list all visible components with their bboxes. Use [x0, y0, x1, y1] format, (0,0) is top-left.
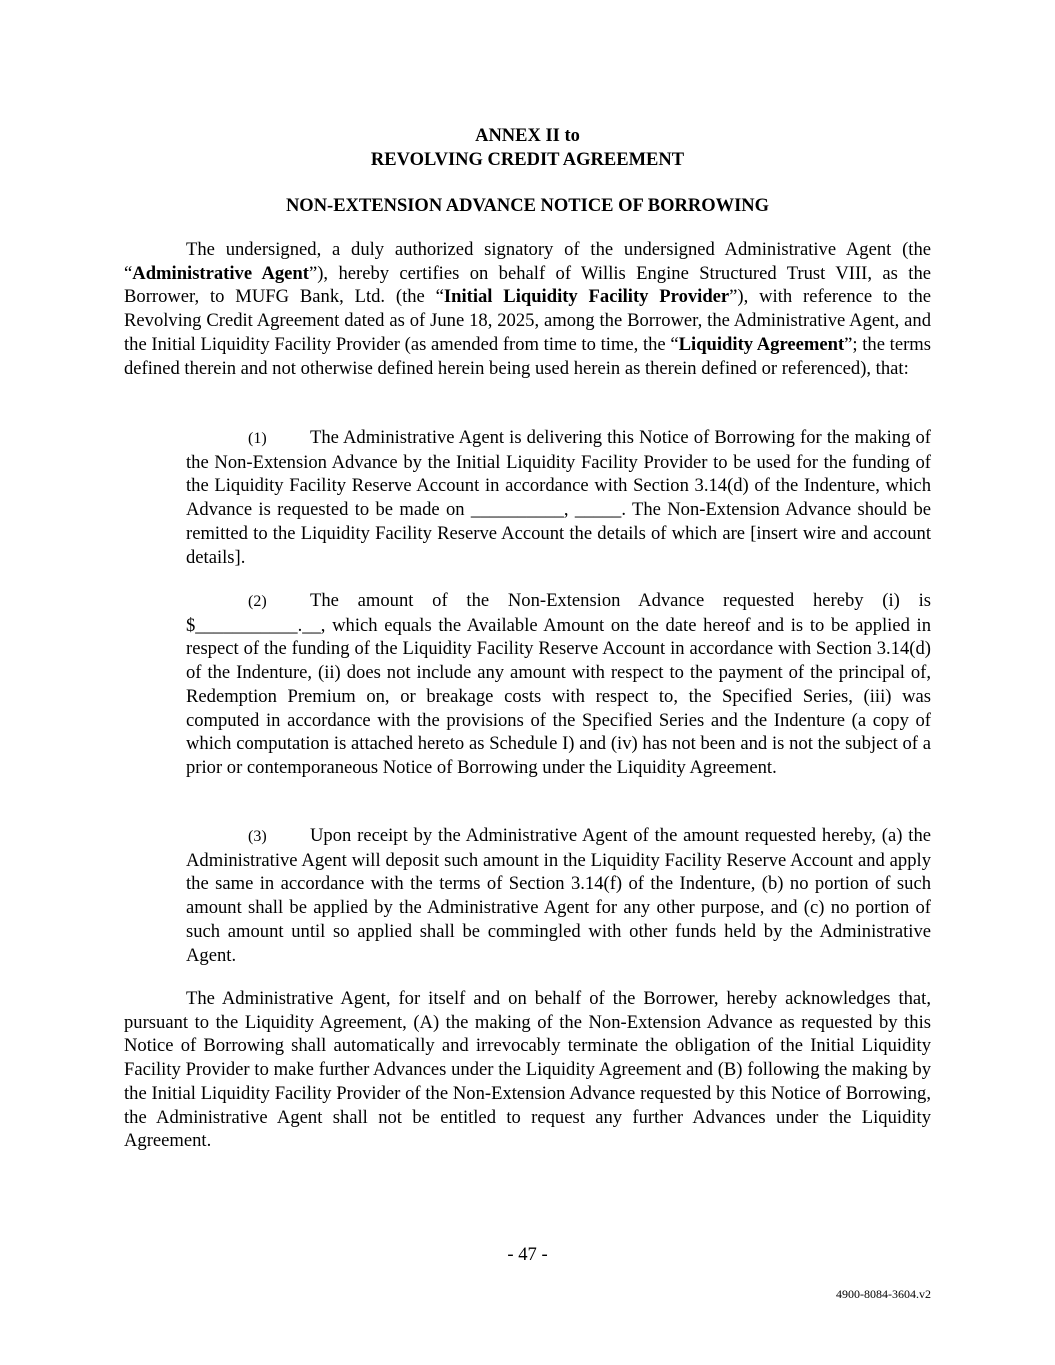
page-number: - 47 - — [507, 1244, 548, 1265]
numbered-item — [186, 426, 931, 569]
item-text: Upon receipt by the Administrative Agent of the amount requested hereby, (a) the Administrative Agent will deposit such amount in the Liquidity Facility Reserve Account and apply the same in accordance with the terms of Section 3.14(f) of the Indenture, (b) no portion of such amount shall be applied by the Administrative Agent for any other purpose, and (c) no portion of such amount until so applied shall be commingled with other funds held by the Administrative Agent. — [186, 825, 931, 966]
numbered-item — [186, 589, 931, 780]
defined-term-liquidity-agreement: Liquidity Agreement — [678, 333, 845, 355]
numbered-item — [186, 824, 931, 967]
item-number: (1) — [248, 430, 267, 447]
intro-paragraph — [124, 238, 931, 380]
notice-title: NON-EXTENSION ADVANCE NOTICE OF BORROWING — [285, 196, 770, 216]
document-id: 4900-8084-3604.v2 — [836, 1287, 931, 1301]
annex-heading: ANNEX II to — [475, 126, 580, 146]
intro-text-3: ”), with reference to the Revolving Credit Agreement dated as of June 18, 2025, among the Borrower, the Administrative Agent, and the Initial Liquidity Facility Provider (as amended from time to time, the “ — [124, 286, 931, 355]
agreement-heading: REVOLVING CREDIT AGREEMENT — [370, 150, 685, 170]
item-number: (2) — [248, 593, 267, 610]
intro-text-2: ”), hereby certifies on behalf of Willis Engine Structured Trust VIII, as the Borrower, to MUFG Bank, Ltd. (the “ — [124, 262, 931, 308]
closing-paragraph: The Administrative Agent, for itself and on behalf of the Borrower, hereby acknowledges that, pursuant to the Liquidity Agreement, (A) the making of the Non-Extension Advance as requested by this Notice of Borrowing shall automatically and irrevocably terminate the obligation of the Initial Liquidity Facility Provider to make further Advances under the Liquidity Agreement and (B) following the making by the Initial Liquidity Facility Provider of the Non-Extension Advance requested by this Notice of Borrowing, the Administrative Agent shall not be entitled to request any further Advances under the Liquidity Agreement. — [124, 988, 931, 1152]
defined-term-administrative-agent: Administrative Agent — [132, 262, 309, 284]
item-text: The Administrative Agent is delivering this Notice of Borrowing for the making of the Non-Extension Advance by the Initial Liquidity Facility Provider to be used for the funding of the Liquidity Facility Reserve Account in accordance with Section 3.14(d) of the Indenture, which Advance is requested to be made on __________, _____. The Non-Extension Advance should be remitted to the Liquidity Facility Reserve Account the details of which are [insert wire and account details]. — [186, 427, 931, 568]
item-text: The amount of the Non-Extension Advance requested hereby (i) is $___________.__, which equals the Available Amount on the date hereof and is to be applied in respect of the funding of the Liquidity Facility Reserve Account in accordance with Section 3.14(d) of the Indenture, (ii) does not include any amount with respect to the payment of the principal of, Redemption Premium on, or breakage costs with respect to, the Specified Series, (iii) was computed in accordance with the provisions of the Specified Series and the Indenture (a copy of which computation is attached hereto as Schedule I) and (iv) has not been and is not the subject of a prior or contemporaneous Notice of Borrowing under the Liquidity Agreement. — [186, 590, 931, 778]
item-number: (3) — [248, 828, 267, 845]
intro-text-4: ”; the terms defined therein and not otherwise defined herein being used herein as therein defined or referenced), that: — [124, 333, 931, 379]
defined-term-liquidity-provider: Initial Liquidity Facility Provider — [443, 286, 730, 308]
intro-text-1: The undersigned, a duly authorized signatory of the undersigned Administrative Agent (the “ — [124, 239, 931, 284]
